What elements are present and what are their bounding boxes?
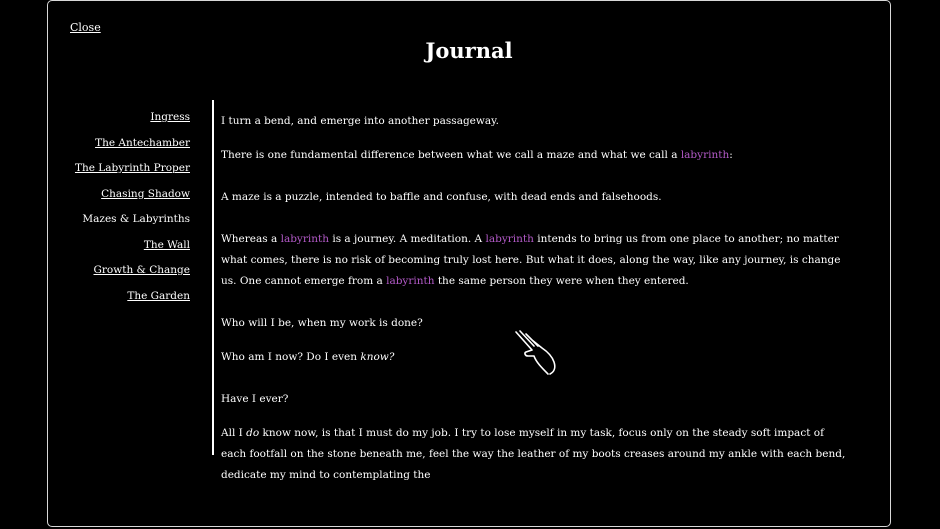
- keyword-labyrinth: labyrinth: [485, 233, 534, 245]
- entry-paragraph: There is one fundamental difference between what we call a maze and what we call a labyrinth:: [221, 149, 733, 161]
- journal-entry[interactable]: [221, 111, 851, 481]
- pointing-hand-cursor-icon: [512, 328, 560, 376]
- toc-item-growth-change[interactable]: Growth & Change: [93, 264, 190, 276]
- toc-item-labyrinth-proper[interactable]: The Labyrinth Proper: [74, 162, 190, 174]
- close-button[interactable]: Close: [70, 21, 101, 34]
- toc-item-mazes-labyrinths: Mazes & Labyrinths: [82, 213, 190, 225]
- entry-paragraph: A maze is a puzzle, intended to baffle and confuse, with dead ends and falsehoods.: [221, 191, 662, 203]
- keyword-labyrinth: labyrinth: [680, 149, 730, 161]
- journal-toc: [75, 105, 190, 309]
- toc-item-ingress[interactable]: Ingress: [150, 111, 190, 123]
- entry-paragraph: Have I ever?: [221, 393, 289, 405]
- toc-item-the-wall[interactable]: The Wall: [143, 238, 190, 251]
- entry-paragraph: I turn a bend, and emerge into another passageway.: [221, 115, 500, 127]
- toc-item-chasing-shadow[interactable]: Chasing Shadow: [101, 187, 190, 200]
- entry-paragraph: Whereas a labyrinth is a journey. A meditation. A labyrinth intends to bring us from one place to another; no matter what comes, there is no risk of becoming truly lost here. But what it does, along the way, like any journey, is change us. One cannot emerge from a labyrinth the same person they were when they entered.: [221, 233, 841, 287]
- toc-item-antechamber[interactable]: The Antechamber: [95, 136, 190, 149]
- page-title: Journal: [425, 38, 513, 63]
- entry-paragraph: Who am I now? Do I even know?: [221, 351, 395, 363]
- keyword-labyrinth: labyrinth: [280, 233, 329, 245]
- toc-item-the-garden[interactable]: The Garden: [127, 289, 190, 302]
- entry-paragraph: Who will I be, when my work is done?: [221, 317, 423, 329]
- entry-paragraph: All I do know now, is that I must do my job. I try to lose myself in my task, focus only on the steady soft impact of each footfall on the stone beneath me, feel the way the leather of my boots creases around my ankle with each bend, dedicate my mind to contemplating the: [221, 427, 846, 481]
- content-divider: [212, 100, 214, 455]
- keyword-labyrinth: labyrinth: [386, 275, 435, 287]
